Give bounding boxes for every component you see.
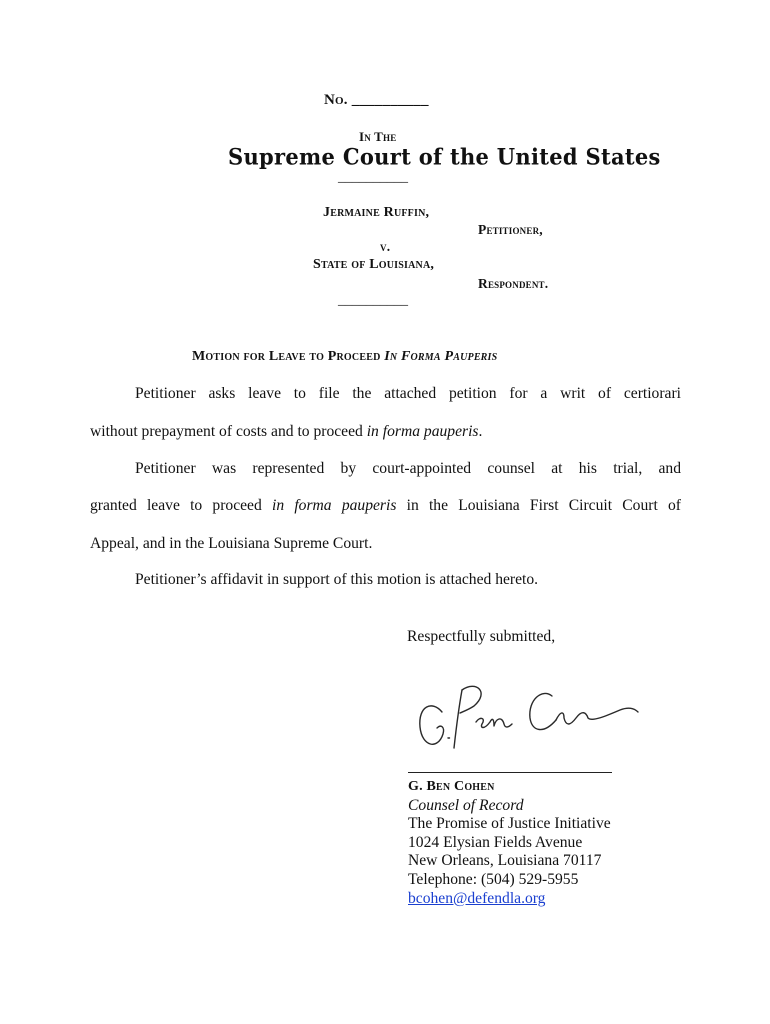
court-name: Supreme Court of the United States [228, 143, 661, 170]
counsel-role: Counsel of Record [408, 796, 524, 814]
respondent-role: Respondent. [478, 276, 549, 291]
versus-label: v. [380, 239, 391, 254]
counsel-name: G. Ben Cohen [408, 779, 495, 794]
motion-title-italic: In Forma Pauperis [384, 349, 498, 364]
paragraph-2-line-3: Appeal, and in the Louisiana Supreme Court. [90, 535, 373, 552]
p2-text-a: granted leave to proceed [90, 497, 272, 514]
respondent-name: State of Louisiana, [313, 257, 435, 272]
motion-title-main: Motion for Leave to Proceed [192, 349, 385, 364]
signature-block [408, 778, 611, 908]
address-line-1: 1024 Elysian Fields Avenue [408, 833, 583, 851]
paragraph-2-line-1: Petitioner was represented by court-appointed counsel at his trial, and [135, 460, 681, 477]
email-link[interactable]: bcohen@defendla.org [408, 889, 546, 907]
in-the-label: In The [359, 129, 397, 144]
paragraph-1-line-1: Petitioner asks leave to file the attached petition for a writ of certiorari [135, 385, 681, 402]
paragraph-2-line-2 [90, 497, 681, 515]
address-line-2: New Orleans, Louisiana 70117 [408, 852, 602, 870]
petitioner-role: Petitioner, [478, 222, 543, 237]
docket-number: No. __________ [324, 92, 429, 108]
p1-text-italic: in forma pauperis [366, 423, 479, 440]
handwritten-signature [410, 672, 650, 762]
paragraph-3: Petitioner’s affidavit in support of this motion is attached hereto. [135, 571, 539, 588]
closing-line: Respectfully submitted, [407, 628, 556, 645]
p1-text-a: without prepayment of costs and to proceed [90, 423, 367, 440]
p2-text-italic: in forma pauperis [272, 497, 397, 514]
organization: The Promise of Justice Initiative [408, 815, 611, 833]
header-divider: __________ [338, 170, 408, 185]
paragraph-1-line-2 [90, 423, 482, 441]
petitioner-name: Jermaine Ruffin, [323, 205, 430, 220]
telephone: Telephone: (504) 529-5955 [408, 870, 579, 888]
signature-line [408, 772, 612, 773]
caption-divider: __________ [338, 293, 408, 308]
motion-title [192, 349, 497, 365]
p2-text-c: in the Louisiana First Circuit Court of [396, 497, 681, 514]
p1-text-c: . [478, 423, 483, 440]
